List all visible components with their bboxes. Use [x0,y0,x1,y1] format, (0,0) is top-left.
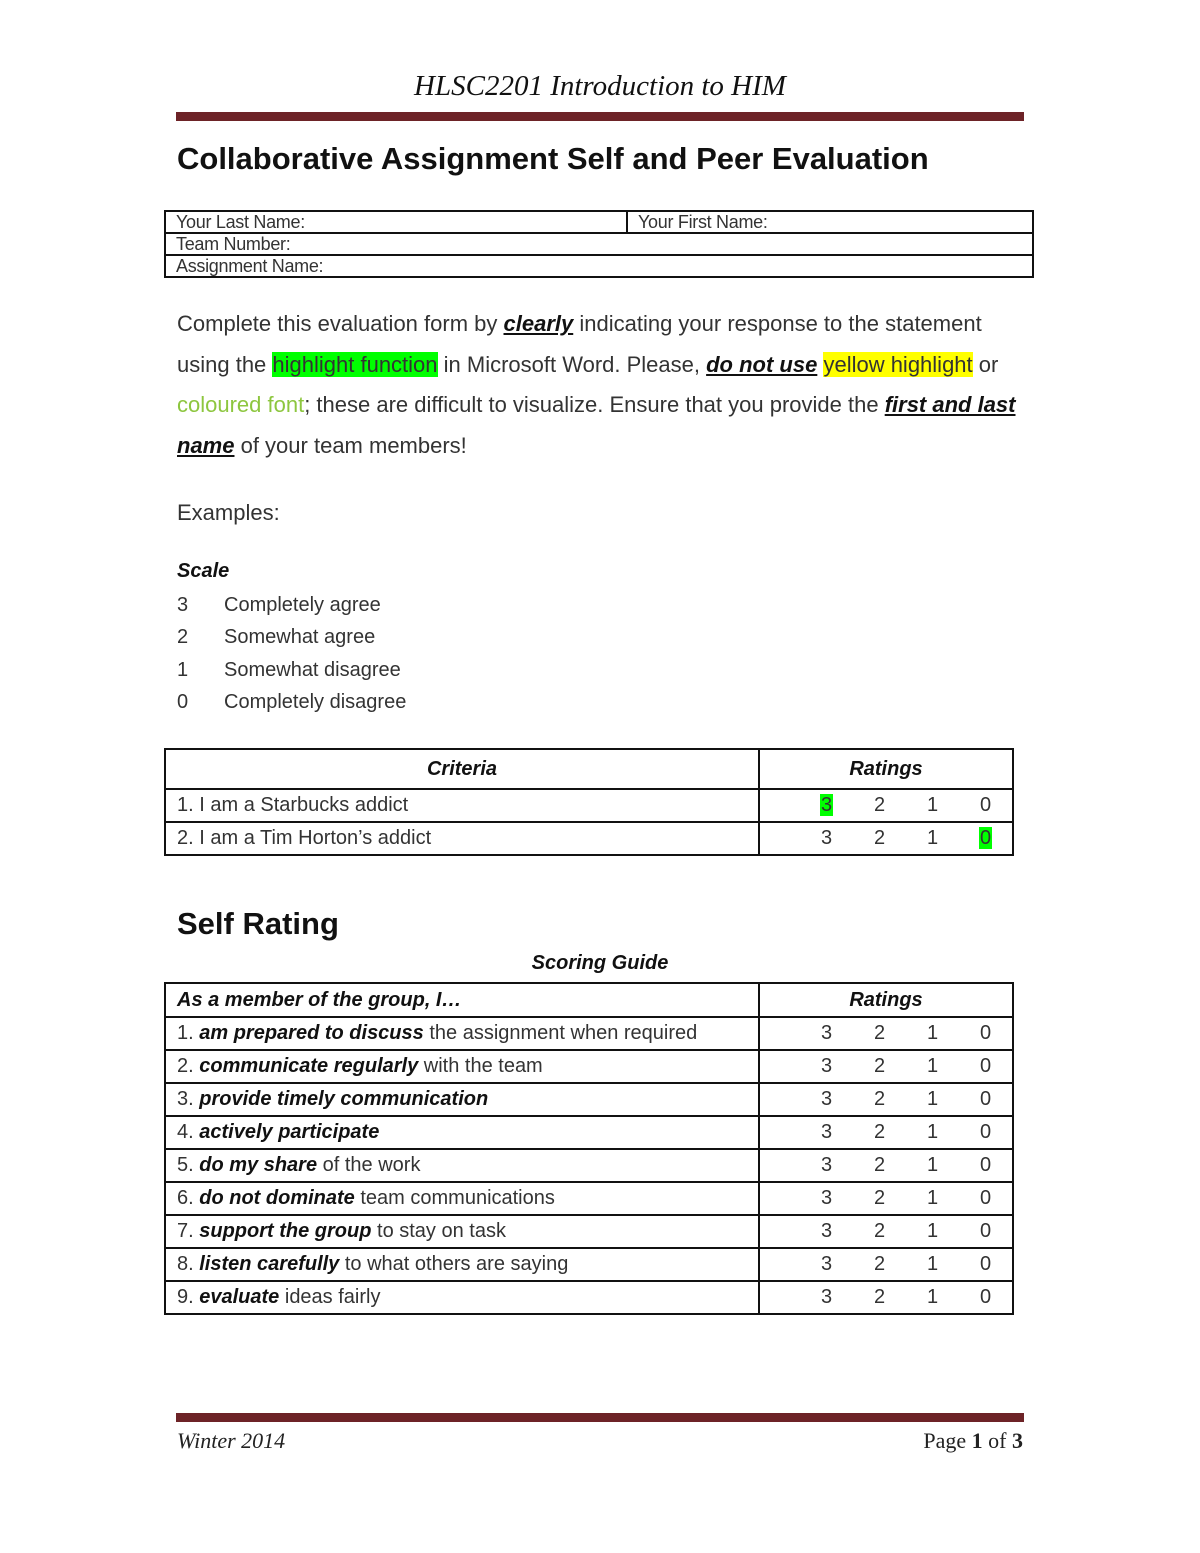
intro-text: in Microsoft Word. Please, [437,351,707,377]
page-indicator [923,1428,1023,1454]
rating-option-1[interactable] [906,1220,959,1243]
rating-value[interactable]: 1 [926,1253,939,1275]
rating-option-3[interactable] [800,1187,853,1210]
scale-item [177,655,406,687]
rating-option-1[interactable] [906,1187,959,1210]
of-word: of [982,1428,1012,1453]
rating-value[interactable]: 3 [820,1286,833,1308]
table-row [165,789,1013,822]
page-number: 1 [971,1428,983,1453]
table-row [165,1281,1013,1314]
criteria-cell: 2. I am a Tim Horton’s addict [165,822,759,855]
rating-option-0[interactable] [959,1154,1012,1177]
criteria-rest: of the work [317,1154,421,1176]
criteria-rest: the assignment when required [423,1022,698,1044]
scale-item [177,590,406,622]
rating-value[interactable]: 0 [979,794,992,816]
self-rating-rows [165,1017,1013,1314]
rating-value[interactable]: 0 [979,1022,992,1044]
criteria-rest: team communications [354,1187,555,1209]
ratings-cell [759,1083,1013,1116]
criteria-number: 1. [177,1022,194,1044]
highlight-function-text: highlight function [272,351,438,377]
scale-item [177,622,406,654]
table-row [165,1149,1013,1182]
rating-option-0[interactable] [959,1187,1012,1210]
rating-value[interactable]: 1 [926,794,939,816]
rating-option-2[interactable] [853,794,906,817]
page-word: Page [923,1428,972,1453]
ratings-header: Ratings [759,749,1013,789]
rating-value[interactable]: 3 [820,1088,833,1110]
scale-item [177,687,406,719]
criteria-number: 7. [177,1220,194,1242]
rating-value[interactable]: 2 [873,1187,886,1209]
criteria-cell [165,1116,759,1149]
rating-value[interactable]: 1 [926,1088,939,1110]
rating-option-2[interactable] [853,827,906,850]
emphasis-do-not-use: do not use [706,351,818,377]
rating-value[interactable]: 2 [873,827,886,849]
rating-option-2[interactable] [853,1121,906,1144]
criteria-header: Criteria [165,749,759,789]
criteria-number: 6. [177,1187,194,1209]
table-row [165,1083,1013,1116]
criteria-cell [165,1149,759,1182]
criteria-number: 3. [177,1088,194,1110]
rating-value[interactable]: 3 [820,1187,833,1209]
student-info-table [164,210,1034,278]
rating-value[interactable]: 3 [820,794,833,816]
scoring-guide-caption: Scoring Guide [531,952,669,974]
criteria-number: 5. [177,1154,194,1176]
examples-label: Examples: [177,500,280,525]
criteria-rest: to stay on task [371,1220,506,1242]
emphasis-first-last-name: first and last name [177,392,1016,458]
rating-value[interactable]: 3 [820,1154,833,1176]
table-row [165,1215,1013,1248]
rating-value[interactable]: 0 [979,1286,992,1308]
rating-option-0[interactable] [959,1055,1012,1078]
yellow-highlight-text: yellow highlight [823,351,973,377]
rating-option-1[interactable] [906,827,959,850]
table-row [165,822,1013,855]
rating-option-2[interactable] [853,1088,906,1111]
rating-option-2[interactable] [853,1187,906,1210]
criteria-cell [165,1083,759,1116]
team-number-field[interactable]: Team Number: [165,233,1033,255]
rating-value[interactable]: 1 [926,1286,939,1308]
rating-value[interactable]: 2 [873,1022,886,1044]
rating-option-3[interactable] [800,1022,853,1045]
header-rule [176,112,1024,121]
criteria-header: As a member of the group, I… [165,983,759,1017]
coloured-font-text: coloured font [177,392,305,417]
intro-text: or [972,351,999,377]
intro-text: indicating your response to the statement using the [177,311,982,377]
scale-value: 3 [177,594,189,616]
table-header-row [165,983,1013,1017]
rating-option-2[interactable] [853,1220,906,1243]
rating-option-3[interactable] [800,1154,853,1177]
assignment-name-field[interactable]: Assignment Name: [165,255,1033,277]
rating-option-1[interactable] [906,1055,959,1078]
ratings-cell [759,1281,1013,1314]
rating-value[interactable]: 0 [979,1187,992,1209]
rating-value[interactable]: 2 [873,1253,886,1275]
criteria-key-phrase: am prepared to discuss [199,1022,424,1044]
rating-value[interactable]: 1 [926,1121,939,1143]
criteria-cell [165,1215,759,1248]
criteria-cell [165,1248,759,1281]
rating-option-0[interactable] [959,1220,1012,1243]
example-ratings-table [164,748,1014,856]
intro-text: ; these are difficult to visualize. Ensure that you provide the [304,392,885,417]
emphasis-clearly: clearly [503,311,574,336]
rating-option-2[interactable] [853,1022,906,1045]
scale-label: Completely agree [224,594,381,616]
ratings-cell [759,1248,1013,1281]
table-header-row [165,749,1013,789]
rating-option-1[interactable] [906,1088,959,1111]
rating-option-1[interactable] [906,1022,959,1045]
criteria-number: 2. [177,1055,194,1077]
rating-value[interactable]: 3 [820,1055,833,1077]
criteria-key-phrase: evaluate [199,1286,280,1308]
last-name-field[interactable]: Your Last Name: [165,211,627,233]
rating-option-3[interactable] [800,1121,853,1144]
intro-text: of your team members! [234,432,467,458]
criteria-key-phrase: support the group [199,1220,372,1242]
scale-label: Somewhat agree [224,626,376,649]
rating-value[interactable]: 2 [873,1154,886,1176]
rating-option-1[interactable] [906,1286,959,1309]
rating-option-0[interactable] [959,827,1012,850]
criteria-rest: ideas fairly [279,1286,381,1308]
rating-value[interactable]: 1 [926,1220,939,1242]
rating-option-0[interactable] [959,1121,1012,1144]
rating-value[interactable]: 3 [820,1121,833,1143]
rating-option-3[interactable] [800,1286,853,1309]
rating-value[interactable]: 0 [979,1055,992,1077]
ratings-cell [759,1182,1013,1215]
self-rating-table [164,982,1014,1315]
table-row [165,1050,1013,1083]
rating-value[interactable]: 1 [926,1055,939,1077]
document-title: Collaborative Assignment Self and Peer Evaluation [177,141,929,176]
rating-value[interactable]: 3 [820,1220,833,1242]
ratings-header: Ratings [759,983,1013,1017]
rating-option-3[interactable] [800,1055,853,1078]
page-header: HLSC2201 Introduction to HIM [414,70,786,102]
criteria-cell [165,1050,759,1083]
scale-label: Somewhat disagree [224,658,401,681]
criteria-key-phrase: do not dominate [199,1187,355,1209]
rating-value[interactable]: 0 [979,1253,992,1275]
rating-value[interactable]: 2 [873,1088,886,1110]
ratings-cell [759,1149,1013,1182]
intro-text: Complete this evaluation form by [177,311,504,336]
criteria-key-phrase: actively participate [199,1121,380,1143]
rating-value[interactable]: 0 [979,1154,992,1176]
self-rating-heading: Self Rating [177,906,339,941]
rating-option-3[interactable] [800,1088,853,1111]
criteria-cell [165,1017,759,1050]
rating-value[interactable]: 3 [820,1253,833,1275]
criteria-number: 9. [177,1286,194,1308]
rating-option-3[interactable] [800,1220,853,1243]
rating-value[interactable]: 0 [979,1121,992,1143]
rating-option-3[interactable] [800,794,853,817]
table-row [165,1116,1013,1149]
rating-value[interactable]: 0 [979,1220,992,1242]
scale-label: Completely disagree [224,690,407,713]
scale-title: Scale [177,560,230,582]
rating-option-1[interactable] [906,1154,959,1177]
rating-value[interactable]: 1 [926,827,939,849]
criteria-key-phrase: provide timely communication [199,1088,489,1110]
ratings-cell [759,1017,1013,1050]
ratings-cell [759,1116,1013,1149]
page-total: 3 [1012,1428,1023,1453]
scale-value: 2 [177,626,189,649]
criteria-cell [165,1281,759,1314]
ratings-cell [759,789,1013,822]
criteria-rest: with the team [418,1055,543,1077]
scale-list [177,590,406,719]
rating-option-0[interactable] [959,794,1012,817]
rating-value[interactable]: 3 [820,827,833,849]
rating-value[interactable]: 0 [979,827,992,849]
rating-value[interactable]: 2 [873,1286,886,1308]
table-row [165,1182,1013,1215]
footer-term: Winter 2014 [177,1428,286,1453]
rating-option-1[interactable] [906,794,959,817]
rating-option-2[interactable] [853,1253,906,1276]
ratings-cell [759,1050,1013,1083]
criteria-cell [165,1182,759,1215]
rating-value[interactable]: 2 [873,1055,886,1077]
ratings-cell [759,1215,1013,1248]
rating-value[interactable]: 2 [873,794,886,816]
ratings-cell [759,822,1013,855]
rating-value[interactable]: 2 [873,1220,886,1242]
scale-value: 1 [177,658,189,681]
criteria-key-phrase: communicate regularly [199,1055,419,1077]
criteria-key-phrase: listen carefully [199,1253,340,1275]
instructions-paragraph [177,304,1017,466]
rating-option-1[interactable] [906,1253,959,1276]
table-row [165,1017,1013,1050]
rating-value[interactable]: 1 [926,1154,939,1176]
rating-option-0[interactable] [959,1253,1012,1276]
criteria-cell: 1. I am a Starbucks addict [165,789,759,822]
rating-option-0[interactable] [959,1286,1012,1309]
rating-value[interactable]: 2 [873,1121,886,1143]
rating-option-1[interactable] [906,1121,959,1144]
rating-value[interactable]: 3 [820,1022,833,1044]
criteria-key-phrase: do my share [199,1154,318,1176]
criteria-number: 4. [177,1121,194,1143]
table-row [165,1248,1013,1281]
rating-option-2[interactable] [853,1154,906,1177]
rating-value[interactable]: 1 [926,1022,939,1044]
footer-rule [176,1413,1024,1422]
criteria-rest: to what others are saying [339,1253,569,1275]
rating-option-2[interactable] [853,1286,906,1309]
rating-option-0[interactable] [959,1022,1012,1045]
rating-option-0[interactable] [959,1088,1012,1111]
criteria-number: 8. [177,1253,194,1275]
first-name-field[interactable]: Your First Name: [627,211,1033,233]
rating-option-3[interactable] [800,827,853,850]
rating-value[interactable]: 1 [926,1187,939,1209]
rating-option-2[interactable] [853,1055,906,1078]
rating-value[interactable]: 0 [979,1088,992,1110]
scale-value: 0 [177,690,189,713]
rating-option-3[interactable] [800,1253,853,1276]
